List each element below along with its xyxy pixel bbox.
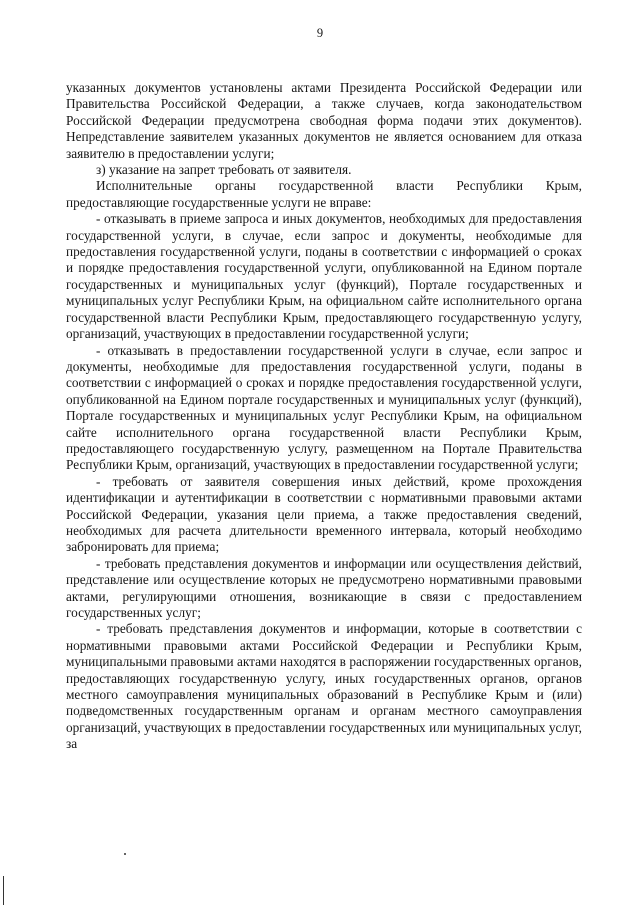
scan-edge-mark <box>3 876 4 905</box>
paragraph-refuse-provision: - отказывать в предоставлении государственной услуги в случае, если запрос и документы, необходимые для предоставления государственной услуги, поданы в соответствии с информацией о сроках и порядке предоставления государственной услуги, опубликованной на Едином портале государственных и муниципальных услуг (функций), Портале государственных и муниципальных услуг Республики Крым, на официальном сайте исполнительного органа государственной власти Республики Крым, предоставляющего государственную услугу, размещенном на Портале Правительства Республики Крым, организаций, участвующих в предоставлении государственной услуги; <box>66 342 582 473</box>
paragraph-require-documents: - требовать представления документов и информации или осуществления действий, представление или осуществление которых не предусмотрено нормативными правовыми актами, регулирующими отношения, возникающие в связи с предоставлением государственных услуг; <box>66 555 582 620</box>
scan-speck <box>124 853 126 855</box>
page-number: 9 <box>316 26 324 40</box>
paragraph-refuse-acceptance: - отказывать в приеме запроса и иных документов, необходимых для предоставления государственной услуги, в случае, если запрос и документы, необходимые для предоставления государственной услуги, поданы в соответствии с информацией о сроках и порядке предоставления государственной услуги, опубликованной на Едином портале государственных и муниципальных услуг (функций), Портале государственных и муниципальных услуг Республики Крым, на официальном сайте исполнительного органа государственной власти Республики Крым, предоставляющего государственную услугу, организаций, участвующих в предоставлении государственной услуги; <box>66 211 582 342</box>
paragraph-item-z: з) указание на запрет требовать от заявителя. <box>96 162 352 178</box>
paragraph-require-information: - требовать представления документов и информации, которые в соответствии с нормативными правовыми актами Российской Федерации и Республики Крым, муниципальными правовыми актами находятся в распоряжении государственных органов, предоставляющих государственную услугу, иных государственных органов, органов местного самоуправления муниципальных образований в Республике Крым и (или) подведомственных государственным органам и органам местного самоуправления организаций, участвующих в предоставлении государственных или муниципальных услуг, за <box>66 621 582 752</box>
paragraph-require-actions: - требовать от заявителя совершения иных действий, кроме прохождения идентификации и аутентификации в соответствии с нормативными правовыми актами Российской Федерации, указания цели приема, а также предоставления сведений, необходимых для расчета длительности временного интервала, который необходимо забронировать для приема; <box>66 473 582 555</box>
document-body <box>66 80 582 753</box>
paragraph-continuation: указанных документов установлены актами Президента Российской Федерации или Правительства Российской Федерации, а также случаев, когда законодательством Российской Федерации предусмотрена свободная форма подачи этих документов). Непредставление заявителем указанных документов не является основанием для отказа заявителю в предоставлении услуги; <box>66 80 582 161</box>
paragraph-authorities-intro: Исполнительные органы государственной власти Республики Крым, предоставляющие государственные услуги не вправе: <box>66 178 582 210</box>
